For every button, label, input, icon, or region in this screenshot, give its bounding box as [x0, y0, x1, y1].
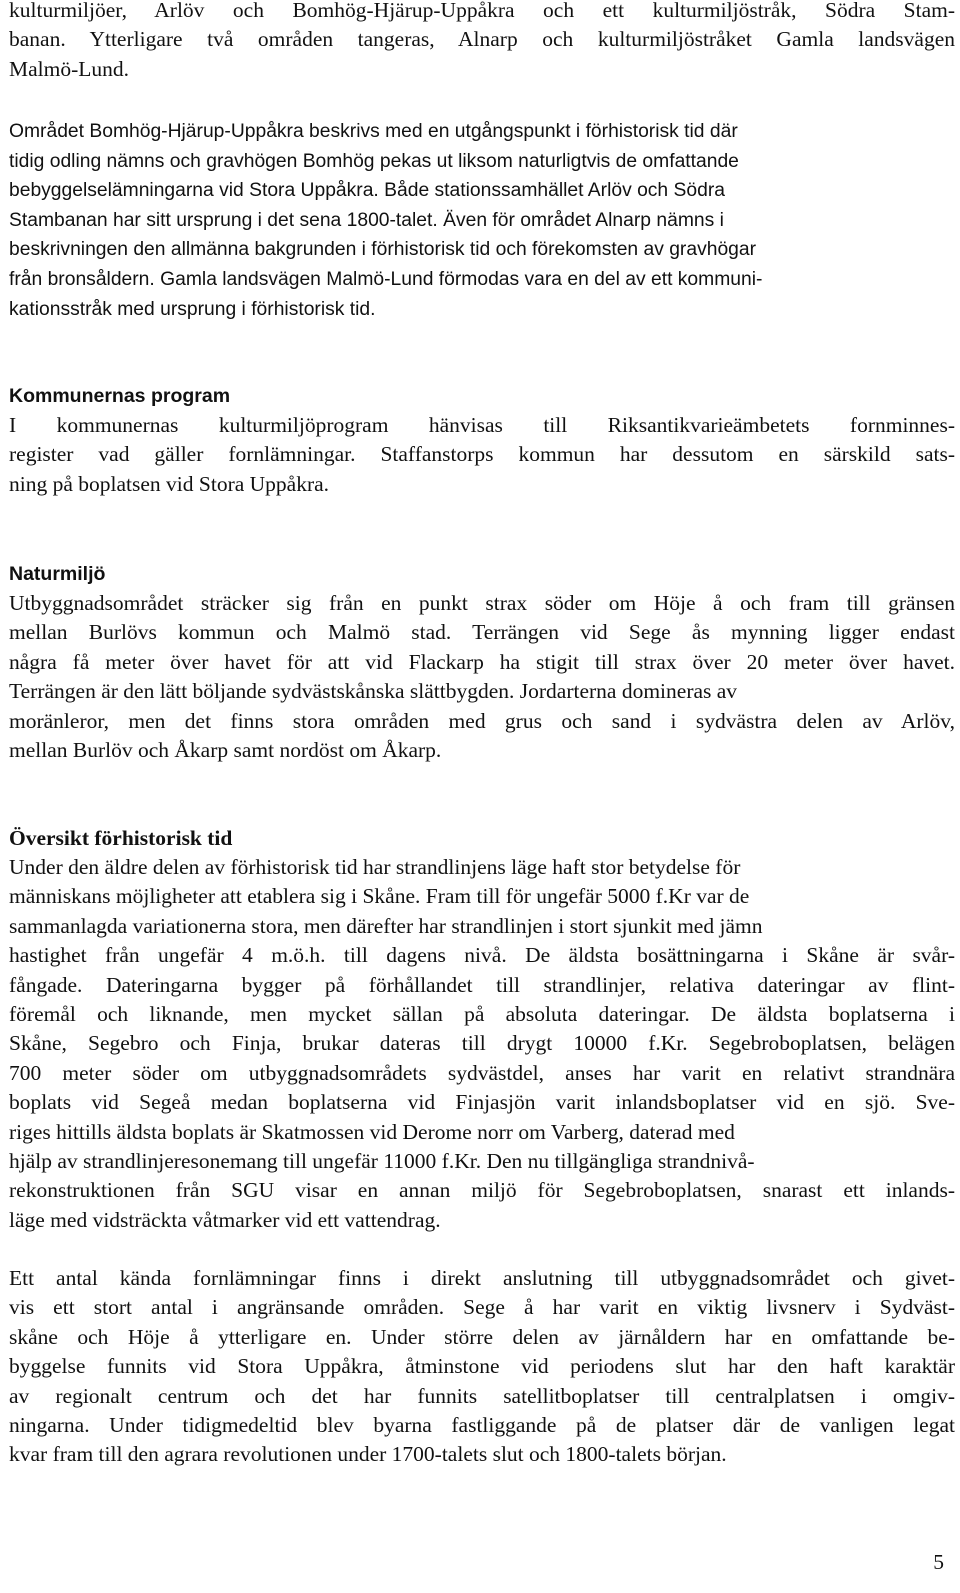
intro-continuation-paragraph — [9, 0, 955, 84]
text-line: kvar fram till den agrara revolutionen under 1700-talets slut och 1800-talets början. — [9, 1442, 727, 1467]
text-line: hjälp av strandlinjeresonemang till ungefär 11000 f.Kr. Den nu tillgängliga strandnivå- — [9, 1149, 755, 1174]
text-line: några få meter över havet för att vid Flackarp ha stigit till strax över 20 meter över havet. — [9, 649, 955, 674]
text-line: I kommunernas kulturmiljöprogram hänvisas till Riksantikvarieämbetets fornminnes- — [9, 413, 955, 437]
text-line: Malmö-Lund. — [9, 56, 130, 81]
text-line: fångade. Dateringarna bygger på förhållandet till strandlinjer, relativa dateringar av flint- — [9, 972, 955, 997]
text-line: av regionalt centrum och det har funnits satellitboplatser till centralplatsen i omgiv- — [9, 1383, 955, 1408]
text-line: kulturmiljöer, Arlöv och Bomhög-Hjärup-Uppåkra och ett kulturmiljöstråk, Södra Stam- — [9, 0, 955, 22]
text-line: boplats vid Segeå medan boplatserna vid Finjasjön varit inlandsboplatser vid en sjö. Sve- — [9, 1090, 955, 1115]
text-line: människans möjligheter att etablera sig i Skåne. Fram till för ungefär 5000 f.Kr var de — [9, 884, 750, 909]
bomhog-paragraph — [9, 117, 955, 324]
text-line: läge med vidsträckta våtmarker vid ett vattendrag. — [9, 1207, 441, 1232]
text-line: banan. Ytterligare två områden tangeras, Alnarp och kulturmiljöstråket Gamla landsvägen — [9, 27, 955, 52]
text-line: skåne och Höje å ytterligare en. Under större delen av järnåldern har en omfattande be- — [9, 1324, 955, 1349]
text-line: Ett antal kända fornlämningar finns i direkt anslutning till utbyggnadsområdet och givet- — [9, 1266, 955, 1290]
text-line: ning på boplatsen vid Stora Uppåkra. — [9, 471, 330, 496]
text-line: kationsstråk med ursprung i förhistorisk tid. — [9, 298, 376, 320]
text-line: sammanlagda variationerna stora, men därefter har strandlinjen i stort sjunkit med jämn — [9, 913, 763, 938]
naturmiljo-paragraph — [9, 589, 955, 765]
text-line: tidig odling nämns och gravhögen Bomhög pekas ut liksom naturligtvis de omfattande — [9, 150, 739, 172]
text-line: från bronsåldern. Gamla landsvägen Malmö-Lund förmodas vara en del av ett kommuni- — [9, 268, 763, 290]
oversikt-paragraph-2 — [9, 1264, 955, 1470]
text-line: Stambanan har sitt ursprung i det sena 1800-talet. Även för området Alnarp nämns i — [9, 209, 724, 231]
oversikt-paragraph-1 — [9, 853, 955, 1235]
text-line: Området Bomhög-Hjärup-Uppåkra beskrivs med en utgångspunkt i förhistorisk tid där — [9, 121, 738, 142]
text-line: Terrängen är den lätt böljande sydvästskånska slättbygden. Jordarterna domineras av — [9, 679, 738, 704]
heading-kommunernas-program: Kommunernas program — [9, 385, 231, 407]
page-number: 5 — [933, 1550, 944, 1574]
heading-oversikt-forhistorisk-tid: Översikt förhistorisk tid — [9, 826, 233, 850]
text-line: 700 meter söder om utbyggnadsområdets sydvästdel, anses har varit en relativt strandnära — [9, 1060, 955, 1085]
text-line: mellan Burlövs kommun och Malmö stad. Terrängen vid Sege ås mynning ligger endast — [9, 620, 955, 645]
text-line: riges hittills äldsta boplats är Skatmossen vid Derome norr om Varberg, daterad med — [9, 1119, 735, 1144]
kommunernas-program-paragraph — [9, 411, 955, 499]
text-line: Utbyggnadsområdet sträcker sig från en punkt strax söder om Höje å och fram till gränsen — [9, 591, 955, 615]
text-line: hastighet från ungefär 4 m.ö.h. till dagens nivå. De äldsta bosättningarna i Skåne är svår- — [9, 943, 955, 968]
text-line: rekonstruktionen från SGU visar en annan miljö för Segebroboplatsen, snarast ett inlands- — [9, 1178, 955, 1203]
text-line: bebyggelselämningarna vid Stora Uppåkra. Både stationssamhället Arlöv och Södra — [9, 180, 725, 202]
text-line: ningarna. Under tidigmedeltid blev byarna fastliggande på de platser där de vanligen legat — [9, 1413, 955, 1438]
text-line: Skåne, Segebro och Finja, brukar dateras till drygt 10000 f.Kr. Segebroboplatsen, belägen — [9, 1031, 955, 1056]
text-line: föremål och liknande, men mycket sällan på absoluta dateringar. De äldsta boplatserna i — [9, 1002, 955, 1027]
text-line: vis ett stort antal i angränsande områden. Sege å har varit en viktig livsnerv i Sydväst- — [9, 1295, 955, 1320]
text-line: byggelse funnits vid Stora Uppåkra, åtminstone vid periodens slut har den haft karaktär — [9, 1354, 955, 1379]
text-line: beskrivningen den allmänna bakgrunden i förhistorisk tid och förekomsten av gravhögar — [9, 239, 757, 261]
heading-naturmiljo: Naturmiljö — [9, 563, 106, 585]
text-line: mellan Burlöv och Åkarp samt nordöst om Åkarp. — [9, 738, 442, 763]
text-line: Under den äldre delen av förhistorisk tid har strandlinjens läge haft stor betydelse för — [9, 855, 741, 879]
text-line: moränleror, men det finns stora områden med grus och sand i sydvästra delen av Arlöv, — [9, 708, 955, 733]
text-line: register vad gäller fornlämningar. Staffanstorps kommun har dessutom en särskild sats- — [9, 442, 955, 467]
